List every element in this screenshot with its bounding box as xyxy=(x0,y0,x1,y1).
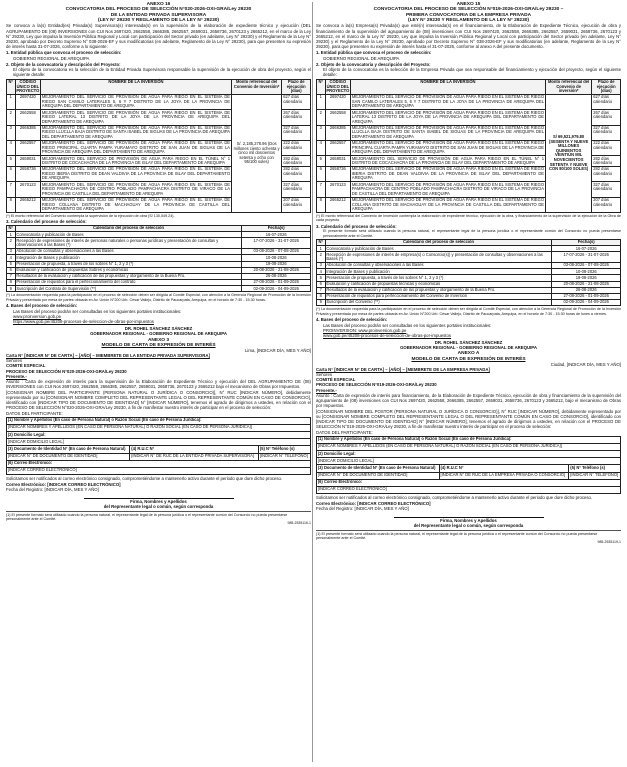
cell-code: 2666385 xyxy=(325,125,350,140)
section-1-value: GOBIERNO REGIONAL DE AREQUIPA xyxy=(323,55,400,61)
committee: COMITÉ ESPECIAL xyxy=(6,363,46,369)
section-4-heading: 4. Bases del proceso de selección: xyxy=(316,317,388,323)
table-row xyxy=(317,94,621,109)
cell-stage: Recepción de expresiones de interés de personas naturales o personas jurídicas y presentación de consultas y observaciones a las Bases (*) xyxy=(15,238,242,249)
cell-name: MEJORAMIENTO DEL SERVICIO DE PROVISIÓN DE AGUA PARA RIEGO EN EL SISTEMA DE RIEGO IBERIA DISTRITO DE DEAN VALDIVIA DE LA PROVINCIA DE ISLAY DEL DEPARTAMENTO DE AREQUIPA xyxy=(351,166,545,181)
cell-number: 7 xyxy=(317,287,326,293)
cell-term: 327 días calendario xyxy=(282,125,311,140)
cell-number: 7 xyxy=(7,182,16,197)
table-row xyxy=(7,286,311,292)
signature-caption: Firma, Nombres y Apellidos xyxy=(440,518,497,524)
salutation: Señores xyxy=(316,372,333,378)
cell-stage: Presentación de requisitos para el perfeccionamiento del contrato xyxy=(15,280,242,286)
signature-caption: del Representante legal o común, según corresponda xyxy=(103,504,214,510)
cell-term: 327 días calendario xyxy=(282,182,311,197)
cell-code: 2697420 xyxy=(325,94,350,109)
title-line: (LEY N° 29230 Y REGLAMENTO DE LA LEY N° 29230) xyxy=(407,18,530,24)
cell-number: 9 xyxy=(317,300,326,306)
title-line: CONVOCATORIA DEL PROCESO DE SELECCIÓN N°020-2026-OXI-GRA/Ley 29230 xyxy=(65,7,252,13)
cell-stage: Recepción de expresiones de interés de empresa(s) o Consorcio(s)) y presentación de consultas y observaciones a las Bases (*) xyxy=(325,252,552,263)
cell-dates: 27-08-2026 - 01-09-2026 xyxy=(242,280,311,286)
table-header-row xyxy=(7,79,311,94)
cell-name: MEJORAMIENTO DEL SERVICIO DE PROVISIÓN DE AGUA PARA RIEGO EN EL SISTEMA DE RIEGO LLUCLLA BAJA DISTRITO DE SANTA ISABEL DE SIGUAS DE LA PROVINCIA DE AREQUIPA DEL DEPARTAMENTO DE AREQUIPA xyxy=(41,124,231,140)
table-row xyxy=(317,252,621,263)
cell-number: 6 xyxy=(317,281,326,287)
process-ref: PROCESO DE SELECCIÓN N°020-2026-OXI-GRA/Ley 29230 xyxy=(6,368,127,374)
cell-code: 2662558 xyxy=(325,110,350,125)
cell-number: 1 xyxy=(7,94,16,109)
cell-stage: Absolución de consultas y observaciones a las Bases xyxy=(325,263,552,269)
salutation: Señores xyxy=(6,358,23,364)
cell-stage: Integración de Bases y publicación xyxy=(15,255,242,261)
form-label: (2) Domicilio Legal: xyxy=(7,432,311,439)
annex-a-subtitle: MODELO DE CARTA DE EXPRESIÓN DE INTERÉS xyxy=(411,356,526,362)
cell-number: 1 xyxy=(317,246,326,252)
notification-text: Solicitamos ser notificados al correo electrónico consignado, comprometiéndome a mantenerlo activo durante el periodo que dure dicho proceso. xyxy=(316,494,593,500)
subject: Asunto : Carta de expresión de interés para la supervisión de la Elaboración de Expediente Técnico y ejecución del DEL AGRUPAMIENTO DE (08) INVERSIONES con CUI Nos 2697420, 2662558, 2666385, 2662557, 2659031, 2658736, 2670123 y 2665212 bajo el mecanismo de Obras por Impuestos. xyxy=(6,378,311,389)
cell-term: 282 días calendario xyxy=(592,156,621,167)
cell-number: 2 xyxy=(317,110,326,125)
cell-dates: 20-08-2026 - 21-08-2026 xyxy=(242,267,311,273)
cell-code: 2659031 xyxy=(325,156,350,167)
cell-number: 3 xyxy=(7,249,16,255)
cell-term: 282 días calendario xyxy=(282,167,311,182)
cell-term: 627 días calendario xyxy=(282,94,311,109)
participant-data-heading: DATOS DEL PARTICIPANTE: xyxy=(6,411,63,417)
form-field[interactable]: [INDICAR DOMICILIO LEGAL] xyxy=(7,439,311,446)
form-label: (5) N° Teléfono (s) xyxy=(569,465,621,472)
cell-number: 3 xyxy=(7,125,16,140)
presente: Presente.- xyxy=(6,373,27,379)
cell-amount: S/ 69,521,979.80 (SESENTA Y NUEVE MILLONES QUINIENTOS VEINTIÚN MIL NOVECIENTOS SETENTA Y NUEVE CON 80/100 SOLES) xyxy=(545,94,592,212)
project-table xyxy=(316,79,621,213)
registry-date: Fecha del Registro: [INDICAR DÍA, MES Y AÑO] xyxy=(6,487,99,493)
cell-dates: 27-08-2026 - 01-09-2026 xyxy=(552,293,621,299)
form-label: (1) Nombre y Apellidos (En caso de Persona Natural) o Razón Social (En caso de Persona Jurídica): xyxy=(317,437,621,444)
form-field[interactable]: [INDICAR N° DE DOCUMENTO DE IDENTIDAD] xyxy=(317,472,440,479)
cell-term: 207 días calendario xyxy=(592,197,621,212)
cell-code: 2666385 xyxy=(15,125,40,140)
form-field[interactable]: [INDICAR N° TELÉFONO] xyxy=(569,472,621,479)
cell-term: 627 días calendario xyxy=(592,94,621,109)
cell-number: 8 xyxy=(7,197,16,212)
form-field[interactable]: [INDICAR CORREO ELECTRÓNICO] xyxy=(7,467,311,474)
cell-dates: 02-09-2026 - 04-09-2026 xyxy=(552,300,621,306)
cell-stage: Suscripción del Convenio (**) xyxy=(325,300,552,306)
form-label: (4) R.U.C N° xyxy=(439,465,569,472)
intro-paragraph: Se convoca a la(s) Empresa(s) Privada(s) que esté(n) interesada(s) en el financiamiento, de la Elaboración de Expediente Técnico, ejecución de obra y financiamiento de la supervisión del agrupamiento de (08) inversiones con CUI Nos 2697420, 2662558, 2666385, 2662557, 2659031, 2658736, 2670123 y 2665212, en el marco de la Ley N° 29230, Ley que impulsa la Inversión Pública Regional y Local con participación del Sector privado (en adelante, Ley N° 29230) y el Reglamento de la Ley N° 29230, aprobado por Decreto Supremo N° 038-2026-EF y sus modificatorias (en adelante, Reglamento de la Ley N° 29230), para que presenten su expresión de interés hasta el 31-07-2026, conforme al anexo A del presente documento. xyxy=(316,23,621,49)
cell-number: 4 xyxy=(317,269,326,275)
cell-stage: Resultados de la evaluación y calificación de las propuestas y otorgamiento de la Buena Pro. xyxy=(325,287,552,293)
schedule-table xyxy=(316,239,621,306)
cell-term: 267 días calendario xyxy=(592,110,621,125)
signature-caption: Firma, Nombres y Apellidos xyxy=(130,499,187,505)
cell-number: 2 xyxy=(7,238,16,249)
annex-a-title: ANEXO A xyxy=(457,351,480,357)
cell-dates: 19-08-2026 xyxy=(242,261,311,267)
section-3-text: El presente formato será utilizado cuando la persona natural, el representante legal de la persona jurídica o el representante común del Consorcio no pueda presentarse personalmente ante el Comité. xyxy=(323,229,621,238)
cell-number: 2 xyxy=(7,110,16,125)
letter-number: Carta N° [INDICAR N° DE CARTA] – [AÑO] – [MEMBRETE DE LA EMPRESA PRIVADA] xyxy=(316,367,490,373)
annex-3-subtitle: MODELO DE CARTA DE EXPRESIÓN DE INTERÉS xyxy=(101,342,216,348)
col-header-dates: Fecha(s) xyxy=(242,226,311,232)
signatory-title: GOBERNADOR REGIONAL - GOBIERNO REGIONAL DE AREQUIPA xyxy=(400,344,537,350)
col-header-number: N° xyxy=(318,239,324,245)
cell-number: 7 xyxy=(317,182,326,197)
cell-dates: 10-08-2026 xyxy=(552,269,621,275)
cell-code: 2670123 xyxy=(15,182,40,197)
cell-stage: Presentación de requisitos para perfeccionamiento del Convenio de Inversión xyxy=(325,293,552,299)
section-2-text: El objeto de la convocatoria es la selección de la Entidad Privada Supervisora responsable la supervisión de la ejecución de obra del proyecto, según el siguiente detalle: xyxy=(13,67,311,78)
cell-code: 2665212 xyxy=(325,197,350,212)
presente: Presente.- xyxy=(316,387,337,393)
cell-dates: 03-08-2026 - 07-08-2026 xyxy=(242,249,311,255)
cell-term: 267 días calendario xyxy=(282,110,311,125)
cell-dates: 17-07-2026 - 31-07-2026 xyxy=(242,238,311,249)
cell-name: MEJORAMIENTO DEL SERVICIO DE PROVISIÓN DE AGUA PARA RIEGO EN EL SISTEMA DE RIEGO PAMPACHACRA DE CENTRO POBLADO PAMPACHACRA DISTRITO DE VIRACO DE LA PROVINCIA DE CASTILLA DEL DEPARTAMENTO DE AREQUIPA xyxy=(41,181,231,196)
cell-name: MEJORAMIENTO DEL SERVICIO DE PROVISIÓN DE AGUA PARA RIEGO EN EL SISTEMA DE RIEGO SAN CAMILO LATERALES 5, 6 Y 7 DISTRITO DE LA JOYA DE LA PROVINCIA DE AREQUIPA DEL DEPARTAMENTO DE AREQUIPA xyxy=(41,94,231,109)
cell-term: 222 días calendario xyxy=(592,140,621,155)
title-line: ANEXO 16 xyxy=(146,2,171,7)
participant-form xyxy=(316,436,621,494)
cell-number: 8 xyxy=(317,293,326,299)
section-2-text: El objeto de la convocatoria es la selección de la Empresa Privada que sea responsable del financiamiento y ejecución del proyecto, según el siguiente detalle: xyxy=(323,67,621,78)
cell-number: 8 xyxy=(7,280,16,286)
annex-16-title xyxy=(6,2,311,23)
footnote: (1) El presente formato será utilizado cuando la persona natural, el representante legal de la persona jurídica o el representante común del Consorcio no pueda presentarse personalmente ante el Comité. xyxy=(316,530,621,540)
section-4-text: Las Bases del proceso podrán ser consultadas en los siguientes portales institucionales: xyxy=(13,308,182,314)
letter-number: Carta N° [INDICAR N° DE CARTA] – [AÑO] – IMEMBRETE DE LA ENTIDAD PRIVADA SUPERVISORA] xyxy=(6,353,210,359)
cell-code: 2662558 xyxy=(15,110,40,125)
cell-dates: 10-08-2026 xyxy=(242,255,311,261)
portal-link[interactable]: PROINVERSION: www.proinversion.gob.pe xyxy=(323,327,407,333)
title-line: CONVOCATORIA DEL PROCESO DE SELECCIÓN N°019-2026-OXI-GRA/Ley 29230 – xyxy=(373,7,564,13)
email-line: Correo Electrónico: [INDICAR CORREO ELECTRÓNICO] xyxy=(6,482,121,488)
cell-dates: 02-09-2026 - 04-09-2026 xyxy=(242,286,311,292)
col-header-amount: Monto referencial del Convenio de Inversión* xyxy=(231,79,282,94)
amount-note: (*) El monto referencial del Convenio contempla la supervisión de la ejecución de obra (S/ 130,549.24). xyxy=(6,214,175,218)
col-header-number: N° xyxy=(8,225,14,231)
cell-term: 327 días calendario xyxy=(592,182,621,197)
table-row xyxy=(7,94,311,109)
cell-term: 282 días calendario xyxy=(282,156,311,167)
cell-stage: Evaluación y calificación de propuestas Sobres y económicas xyxy=(15,267,242,273)
notification-text: Solicitamos ser notificados al correo electrónico consignado, comprometiéndome a mantenerlo activo durante el periodo que dure dicho proceso. xyxy=(6,475,283,481)
participant-form xyxy=(6,417,311,475)
cell-stage: Evaluación y calificación de propuestas técnicas y económicas xyxy=(325,281,552,287)
cell-name: MEJORAMIENTO DEL SERVICIO DE PROVISIÓN DE AGUA PARA RIEGO EN EL TÚNEL N° 1 DISTRITO DE COCACHACRA DE LA PROVINCIA DE ISLAY DEL DEPARTAMENTO DE AREQUIPA xyxy=(351,155,545,166)
form-label: (4) R.U.C N° xyxy=(130,446,259,453)
cell-stage: Presentación de propuesta, a través de los sobres N° 1, 2 y 3 (*) xyxy=(15,261,242,267)
cell-dates: 20-08-2026 - 21-08-2026 xyxy=(552,281,621,287)
subject: Asunto : Carta de expresión de interés para financiamiento, de la Elaboración de Expediente Técnico, ejecución de obra y financiamiento de la supervisión del agrupamiento de (08) inversiones con CUI Nos 2697420, 2662558, 2666385, 2662557, 2659031, 2658736, 2670123 y 2665212, bajo el mecanismo de Obras por Impuestos. xyxy=(316,392,621,408)
column-divider xyxy=(312,2,313,762)
form-field[interactable]: [INDICAR CORREO ELECTRÓNICO] xyxy=(317,486,621,493)
col-header-number: N° xyxy=(317,79,326,94)
cell-number: 9 xyxy=(7,286,16,292)
form-field[interactable]: [INDICAR N° DE DOCUMENTO DE IDENTIDAD] xyxy=(7,453,130,460)
cell-name: MEJORAMIENTO DEL SERVICIO DE PROVISIÓN DE AGUA PARA RIEGO EN EL SISTEMA DE RIEGO PRINCIPAL CUARTA PAMPA YURAMAYO DISTRITO DE SAN JUAN DE SIGUAS DE LA PROVINCIA DE AREQUIPA DEL DEPARTAMENTO DE AREQUIPA xyxy=(41,140,231,155)
col-header-code: CÓDIGO ÚNICO DEL PROYECTO xyxy=(326,78,350,94)
signatory-title: GOBERNADOR REGIONAL - GOBIERNO REGIONAL DE AREQUIPA xyxy=(90,330,227,336)
section-3-heading: 3. Calendario del proceso de selección: xyxy=(316,223,397,229)
signature-caption: del Representante legal o común, según corresponda xyxy=(413,523,524,529)
section-2-heading: 2. Objeto de la convocatoria y descripción del Proyecto: xyxy=(316,61,431,67)
email-line: Correo Electrónico: [INDICAR CORREO ELECTRÓNICO] xyxy=(316,501,431,507)
publication-code: 985-2535116-1 xyxy=(287,521,311,526)
section-2-heading: 2. Objeto de la convocatoria y descripción del Proyecto: xyxy=(6,61,121,67)
col-header-stage: Calendario del proceso de selección xyxy=(325,240,552,246)
col-header-term: Plazo de ejecución (días) xyxy=(282,79,311,94)
form-label: (3) Documento de Identidad N° (En caso de Persona Natural) xyxy=(317,465,440,472)
form-field[interactable]: [INDICAR NOMBRES Y APELLIDOS (EN CASO DE PERSONA NATURAL) O RAZÓN SOCIAL (EN CASO DE PERSONA JURÍDICA)] xyxy=(317,444,621,451)
cell-term: 327 días calendario xyxy=(592,125,621,140)
col-header-name: NOMBRE DE LA INVERSIÓN xyxy=(351,79,546,94)
cell-number: 1 xyxy=(7,232,16,238)
publication-code: 985-2535119-1 xyxy=(597,540,621,545)
signatory-name: DR. ROHEL SÁNCHEZ SÁNCHEZ xyxy=(124,325,193,331)
table-row xyxy=(7,238,311,249)
form-label: (1) Nombre y Apellidos (En caso de Persona Natural) o Razón Social (En caso de Persona Jurídica): xyxy=(7,418,311,425)
cell-dates: 16-07-2026 xyxy=(552,246,621,252)
col-header-stage: Calendario del proceso de selección xyxy=(15,226,242,232)
col-header-dates: Fecha(s) xyxy=(552,240,621,246)
cell-term: 207 días calendario xyxy=(282,197,311,212)
cell-dates: 03-08-2026 - 07-08-2026 xyxy=(552,263,621,269)
cell-number: 6 xyxy=(7,167,16,182)
portal-link[interactable]: https://www.gob.pe/45208-procesos-de-seleccion-de-obras-por-impuestos xyxy=(13,318,154,324)
cell-number: 7 xyxy=(7,273,16,279)
cell-number: 5 xyxy=(7,261,16,267)
letter-body: [CONSIGNAR NOMBRE DEL PARTICIPANTE (PERSONA NATURAL O JURÍDICA O CONSORCIO)], N° RUC [INDICAR NÚMERO], debidamente representado por su [CONSIGNAR NOMBRE COMPLETO DEL REPRESENTANTE LEGAL O DEL REPRESENTANTE COMÚN EN CASO DE CONSORCIO], identificado con [INDICAR TIPO DE DOCUMENTO DE IDENTIDAD] N° [INDICAR NÚMERO], tenemos el agrado de dirigirnos a ustedes, en relación con el PROCESO DE SELECCIÓN N°020-2026-OXI-GRA/Ley 29230, a fin de manifestar nuestro interés de participar en el proceso de selección: xyxy=(6,389,311,411)
cell-dates: 16-07-2026 xyxy=(242,232,311,238)
form-field[interactable]: [INDICAR NOMBRES Y APELLIDOS (EN CASO DE PERSONA NATURAL) O RAZÓN SOCIAL (EN CASO DE PERSONA JURÍDICA)] xyxy=(7,425,311,432)
cell-stage: Integración de Bases y publicación xyxy=(325,269,552,275)
registry-date: Fecha del Registro: [INDICAR DÍA, MES Y AÑO] xyxy=(316,506,409,512)
cell-code: 2658736 xyxy=(15,167,40,182)
section-4-text: Las Bases del proceso podrán ser consultadas en los siguientes portales institucionales: xyxy=(323,322,492,328)
portal-link[interactable]: www.gob.pe/45208-procesos-de-seleccion-de-obras-por-impuestos xyxy=(323,332,452,338)
cell-code: 2662557 xyxy=(325,140,350,155)
col-header-amount: Monto referencial del Convenio de inversión* xyxy=(545,79,592,94)
cell-dates: 19-08-2026 xyxy=(552,275,621,281)
cell-dates: 26-08-2026 xyxy=(552,287,621,293)
schedule-note: (*) La documentación requerida para la participación en el proceso de selección deben ser dirigida al Comité Especial, con atención a la Gerencia Regional de Promoción de la Inversión Privada y presentada por mesa de partes ubicada en Av. Unión N°200 Urb. César Vallejo, Distrito de Paucarpata, Arequipa, en el horario de 7:30 - 15:30 horas de lunes a viernes. xyxy=(316,307,621,316)
form-field[interactable]: [INDICAR N° TELÉFONO] xyxy=(259,453,311,460)
cell-stage: Convocatoria y publicación de Bases xyxy=(325,246,552,252)
project-table xyxy=(6,79,311,213)
cell-number: 8 xyxy=(317,197,326,212)
footnote: (1) El presente formato será utilizado cuando la persona natural, el representante legal de la persona jurídica o el representante común del Consorcio no pueda presentarse personalmente ante el Comité. xyxy=(6,511,311,521)
cell-number: 1 xyxy=(317,94,326,109)
cell-name: MEJORAMIENTO DEL SERVICIO DE PROVISIÓN DE AGUA PARA RIEGO EN EL SISTEMA DE RIEGO SAN CAMILO LATERALES 5, 6 Y 7 DISTRITO DE LA JOYA DE LA PROVINCIA DE AREQUIPA DEL DEPARTAMENTO DE AREQUIPA xyxy=(351,94,545,109)
cell-dates: 17-07-2026 - 31-07-2026 xyxy=(552,252,621,263)
cell-number: 5 xyxy=(317,156,326,167)
col-header-number: N° xyxy=(7,79,16,94)
schedule-table xyxy=(6,225,311,292)
title-line: ANEXO 15 xyxy=(456,2,481,7)
annex-15-column xyxy=(316,2,621,544)
cell-name: MEJORAMIENTO DEL SERVICIO DE PROVISIÓN DE AGUA PARA RIEGO EN EL SISTEMA DE RIEGO PRINCIPAL CUARTA PAMPA YURAMAYO DISTRITO DE SAN JUAN DE SIGUAS DE LA PROVINCIA DE AREQUIPA DEL DEPARTAMENTO DE AREQUIPA xyxy=(351,140,545,155)
portal-link[interactable]: www.proinversion.gob.pe xyxy=(13,313,62,319)
title-line: PRIMERA CONVOCATORIA DE LA EMPRESA PRIVADA xyxy=(405,12,532,18)
cell-stage: Resultados de la evaluación y calificación de las propuestas y otorgamiento de la Buena Pro. xyxy=(15,273,242,279)
intro-paragraph: Se convoca a la(s) Entidad(es) Privada(s) Supervisora(s) interesada(s) en la supervisión de la elaboración de expediente técnico y ejecución (DEL AGRUPAMIENTO DE (08) INVERSIONES con CUI Nos 2697420, 2662558, 2666385, 2662557, 2659031, 2658736, 2670123 y 2665212, en el marco de la Ley N° 29230, Ley que impulsa la Inversión Pública Regional y Local con participación del Sector privado (en adelante, Ley N° 29230) y el Reglamento de la Ley N° 29230, aprobado por Decreto Supremo N° 038-2026-EF y sus modificatorias (en adelante, Reglamento de la Ley N° 29230), para que presenten su expresión de interés hasta 31-07-2026, conforme a lo siguiente: xyxy=(6,23,311,49)
cell-number: 6 xyxy=(317,167,326,182)
letter-body: [CONSIGNAR NOMBRE DEL POSTOR (PERSONA NATURAL O JURÍDICA O CONSORCIO)], N° RUC [INDICAR NÚMERO], debidamente representado por su [CONSIGNAR NOMBRE COMPLETO DEL REPRESENTANTE LEGAL O DEL REPRESENTANTE COMÚN EN CASO DE CONSORCIO], identificado con [INDICAR TIPO DE DOCUMENTO DE IDENTIDAD] N° [INDICAR NÚMERO], tenemos el agrado de dirigirnos a ustedes, en relación con el PROCESO DE SELECCIÓN N°019-2026-OXI-GRA/Ley 29230, a fin de manifestar nuestro interés de participar en el proceso de selección: xyxy=(316,408,621,430)
cell-stage: Presentación de propuesta, a través de los sobres N° 1, 2 y 3 (*) xyxy=(325,275,552,281)
cell-term: 282 días calendario xyxy=(592,167,621,182)
table-row xyxy=(317,300,621,306)
cell-amount: S/. 2,185,278.96 (Dos millones ciento ochenta y cinco mil doscientos setenta y ocho con 95/100 soles) xyxy=(231,94,282,212)
cell-stage: Suscripción del Contrato de Supervisión (**) xyxy=(15,286,242,292)
cell-name: MEJORAMIENTO DEL SERVICIO DE PROVISIÓN DE AGUA PARA RIEGO EN EL SISTEMA DE RIEGO LLUCLLA BAJA DISTRITO DE SANTA ISABEL DE SIGUAS DE LA PROVINCIA DE AREQUIPA DEL DEPARTAMENTO DE AREQUIPA xyxy=(351,124,545,140)
cell-code: 2658736 xyxy=(325,167,350,182)
cell-name: MEJORAMIENTO DEL SERVICIO DE PROVISIÓN DE AGUA PARA RIEGO EN EL SISTEMA DE RIEGO LATERAL 13 DISTRITO DE LA JOYA DE LA PROVINCIA DE AREQUIPA DEL DEPARTAMENTO DE AREQUIPA xyxy=(41,109,231,124)
cell-stage: Absolución de consultas y observaciones a las Bases xyxy=(15,249,242,255)
cell-number: 6 xyxy=(7,267,16,273)
form-label: (5) N° Teléfono (s) xyxy=(259,446,311,453)
title-line: DE LA ENTIDAD PRIVADA SUPERVISORA xyxy=(110,12,207,18)
cell-code: 2662557 xyxy=(15,140,40,155)
cell-name: MEJORAMIENTO DEL SERVICIO DE PROVISIÓN DE AGUA PARA RIEGO EN EL SISTEMA DE RIEGO PAMPACHACRA DE CENTRO POBLADO PAMPACHACRA DISTRITO DE VIRACO DE LA PROVINCIA DE CASTILLA DEL DEPARTAMENTO DE AREQUIPA xyxy=(351,181,545,196)
annex-15-title xyxy=(316,2,621,23)
schedule-note: (*) La documentación requerida para la participación en el proceso de selección deben ser dirigida al Comité Especial, con atención a la Gerencia Regional de Promoción de la Inversión Privada y presentada por mesa de partes ubicada en Av. Unión N°200 Urb. César Vallejo, Distrito de Paucarpata, Arequipa, en el horario de 7:30 - 15:30 horas. xyxy=(6,293,311,302)
form-field[interactable]: [INDICAR DOMICILIO LEGAL] xyxy=(317,458,621,465)
section-4-heading: 4. Bases del proceso de selección: xyxy=(6,303,78,309)
col-header-name: NOMBRE DE LA INVERSIÓN xyxy=(41,79,232,94)
table-header-row xyxy=(317,79,621,94)
cell-number: 5 xyxy=(7,156,16,167)
cell-number: 4 xyxy=(7,255,16,261)
cell-term: 222 días calendario xyxy=(282,140,311,155)
form-label: (6) Correo Electrónico: xyxy=(317,479,621,486)
cell-number: 4 xyxy=(7,140,16,155)
cell-name: MEJORAMIENTO DEL SERVICIO DE PROVISIÓN DE AGUA PARA RIEGO EN EL SISTEMA DE RIEGO COLLANA DISTRITO DE MACHAGUAY DE LA PROVINCIA DE CASTILLA DEL DEPARTAMENTO DE AREQUIPA xyxy=(351,196,545,212)
form-label: (6) Correo Electrónico: xyxy=(7,460,311,467)
title-line: (LEY N° 29230 Y REGLAMENTO DE LA LEY N° 29230) xyxy=(97,18,220,24)
section-1-heading: 1. Entidad pública que convoca el proceso de selección: xyxy=(6,49,122,55)
place-date: Lima, [INDICAR DÍA, MES Y AÑO] xyxy=(245,348,311,354)
committee: COMITÉ ESPECIAL xyxy=(316,377,356,383)
amount-note: (*) El monto referencial del Convenio de Inversión contempla la elaboración de expediente técnico, ejecución de la obra, y financiamiento de la supervisión de la ejecución de la Obra de cada proyecto. xyxy=(316,214,621,223)
annex-16-column xyxy=(6,2,311,525)
cell-dates: 26-08-2026 xyxy=(242,273,311,279)
participant-data-heading: DATOS DEL PARTICIPANTE: xyxy=(316,430,373,436)
process-ref: PROCESO DE SELECCIÓN N°019-2026-OXI-GRA/Ley 29230 xyxy=(316,382,437,388)
cell-name: MEJORAMIENTO DEL SERVICIO DE PROVISIÓN DE AGUA PARA RIEGO EN EL SISTEMA DE RIEGO LATERAL 13 DISTRITO DE LA JOYA DE LA PROVINCIA DE AREQUIPA DEL DEPARTAMENTO DE AREQUIPA xyxy=(351,109,545,124)
cell-code: 2659031 xyxy=(15,156,40,167)
form-field[interactable]: [INDICAR N° DE RUC DE LA ENTIDAD PRIVADA SUPERVISORA] xyxy=(130,453,259,460)
col-header-term: Plazo de ejecución (días) xyxy=(592,79,621,94)
form-label: (2) Domicilio Legal: xyxy=(317,451,621,458)
cell-number: 4 xyxy=(317,140,326,155)
cell-code: 2665212 xyxy=(15,197,40,212)
section-3-heading: 3. Calendario del proceso de selección: xyxy=(6,219,87,225)
form-field[interactable]: [INDICAR N° DE RUC DE LA EMPRESA PRIVADA O CONSORCIO] xyxy=(439,472,569,479)
cell-name: MEJORAMIENTO DEL SERVICIO DE PROVISIÓN DE AGUA PARA RIEGO EN EL SISTEMA DE RIEGO IBERIA DISTRITO DE DEAN VALDIVIA DE LA PROVINCIA DE ISLAY DEL DEPARTAMENTO DE AREQUIPA xyxy=(41,166,231,181)
section-1-heading: 1. Entidad pública que convoca el proceso de selección: xyxy=(316,49,432,55)
cell-stage: Convocatoria y publicación de Bases xyxy=(15,232,242,238)
annex-3-title: ANEXO 3 xyxy=(147,337,170,343)
cell-name: MEJORAMIENTO DEL SERVICIO DE PROVISIÓN DE AGUA PARA RIEGO EN EL TÚNEL N° 1 DISTRITO DE COCACHACRA DE LA PROVINCIA DE ISLAY DEL DEPARTAMENTO DE AREQUIPA xyxy=(41,155,231,166)
cell-number: 5 xyxy=(317,275,326,281)
signatory-name: DR. ROHEL SÁNCHEZ SÁNCHEZ xyxy=(434,339,503,345)
col-header-code: CÓDIGO ÚNICO DEL PROYECTO xyxy=(16,78,40,94)
section-1-value: GOBIERNO REGIONAL DE AREQUIPA xyxy=(13,55,90,61)
cell-number: 2 xyxy=(317,252,326,263)
cell-number: 3 xyxy=(317,125,326,140)
cell-code: 2697420 xyxy=(15,94,40,109)
cell-code: 2670123 xyxy=(325,182,350,197)
cell-number: 3 xyxy=(317,263,326,269)
cell-name: MEJORAMIENTO DEL SERVICIO DE PROVISIÓN DE AGUA PARA RIEGO EN EL SISTEMA DE RIEGO COLLANA DISTRITO DE MACHAGUAY DE LA PROVINCIA DE CASTILLA DEL DEPARTAMENTO DE AREQUIPA xyxy=(41,196,231,212)
place-date: Ciudad, [INDICAR DÍA, MES Y AÑO] xyxy=(550,362,621,368)
form-label: (3) Documento de Identidad N° (En caso de Persona Natural) xyxy=(7,446,130,453)
